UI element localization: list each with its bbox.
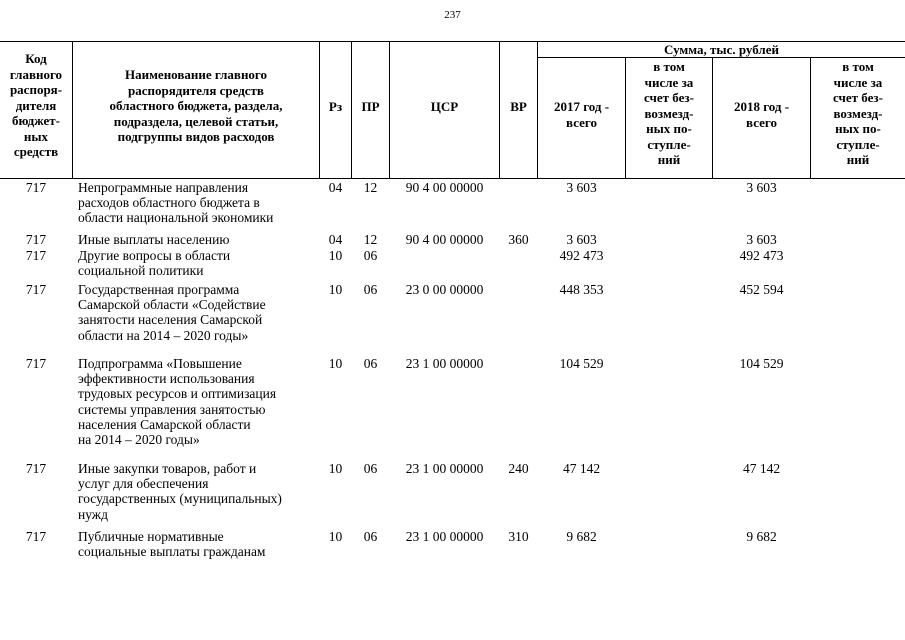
- header-code: Код главного распоря- дителя бюджет- ных средств: [9, 51, 63, 159]
- row-code: 717: [25, 248, 47, 263]
- header-rz: Рз: [328, 99, 343, 114]
- row-2017-total: 448 353: [559, 282, 604, 297]
- row-vr: 360: [508, 232, 529, 247]
- row-2018-total: 3 603: [746, 232, 777, 247]
- row-pr: 06: [363, 356, 378, 371]
- header-bottom-rule: [0, 178, 905, 179]
- row-code: 717: [25, 180, 47, 195]
- row-rz: 10: [328, 248, 343, 263]
- row-2018-total: 9 682: [746, 529, 777, 544]
- row-name: Иные закупки товаров, работ и услуг для обеспечения государственных (муниципальных) нужд: [78, 461, 282, 522]
- page-number: 237: [444, 9, 461, 21]
- row-csr: 23 0 00 00000: [405, 282, 484, 297]
- header-pr: ПР: [361, 99, 380, 114]
- row-pr: 06: [363, 282, 378, 297]
- row-rz: 10: [328, 282, 343, 297]
- header-2018-grants: в том числе за счет без- возмезд- ных по- ступле- ний: [833, 59, 883, 167]
- row-code: 717: [25, 232, 47, 247]
- header-2017-total: 2017 год - всего: [553, 99, 610, 130]
- row-code: 717: [25, 282, 47, 297]
- row-pr: 06: [363, 248, 378, 263]
- row-pr: 06: [363, 529, 378, 544]
- row-2017-total: 3 603: [566, 180, 597, 195]
- row-pr: 12: [363, 232, 378, 247]
- header-sum: Сумма, тыс. рублей: [664, 42, 779, 57]
- row-name: Непрограммные направления расходов областного бюджета в области национальной экономики: [78, 180, 274, 226]
- row-rz: 04: [328, 180, 343, 195]
- row-2018-total: 492 473: [739, 248, 784, 263]
- row-name: Подпрограмма «Повышение эффективности использования трудовых ресурсов и оптимизация системы управления занятостью населения Самарской области на 2014 – 2020 годы»: [78, 356, 277, 448]
- row-csr: 90 4 00 00000: [405, 232, 484, 247]
- row-rz: 10: [328, 461, 343, 476]
- row-2017-total: 492 473: [559, 248, 604, 263]
- row-csr: 23 1 00 00000: [405, 461, 484, 476]
- row-2018-total: 452 594: [739, 282, 784, 297]
- header-2018-total: 2018 год - всего: [733, 99, 790, 130]
- row-2018-total: 104 529: [739, 356, 784, 371]
- header-csr: ЦСР: [430, 99, 459, 114]
- row-rz: 10: [328, 529, 343, 544]
- row-vr: 240: [508, 461, 529, 476]
- row-2017-total: 3 603: [566, 232, 597, 247]
- row-2017-total: 47 142: [562, 461, 601, 476]
- row-name: Государственная программа Самарской области «Содействие занятости населения Самарской области на 2014 – 2020 годы»: [78, 282, 266, 343]
- header-2017-grants: в том числе за счет без- возмезд- ных по- ступле- ний: [644, 59, 694, 167]
- row-rz: 10: [328, 356, 343, 371]
- row-code: 717: [25, 461, 47, 476]
- row-pr: 12: [363, 180, 378, 195]
- row-csr: 23 1 00 00000: [405, 529, 484, 544]
- row-2017-total: 104 529: [559, 356, 604, 371]
- header-vr: ВР: [510, 99, 527, 114]
- row-pr: 06: [363, 461, 378, 476]
- row-rz: 04: [328, 232, 343, 247]
- header-name: Наименование главного распорядителя средств областного бюджета, раздела, подраздела, целевой статьи, подгруппы видов расходов: [109, 67, 283, 144]
- row-csr: 23 1 00 00000: [405, 356, 484, 371]
- row-name: Иные выплаты населению: [78, 232, 230, 247]
- row-vr: 310: [508, 529, 529, 544]
- row-code: 717: [25, 529, 47, 544]
- row-2017-total: 9 682: [566, 529, 597, 544]
- row-2018-total: 47 142: [742, 461, 781, 476]
- row-name: Публичные нормативные социальные выплаты гражданам: [78, 529, 266, 560]
- row-csr: 90 4 00 00000: [405, 180, 484, 195]
- row-2018-total: 3 603: [746, 180, 777, 195]
- row-code: 717: [25, 356, 47, 371]
- row-name: Другие вопросы в области социальной политики: [78, 248, 231, 279]
